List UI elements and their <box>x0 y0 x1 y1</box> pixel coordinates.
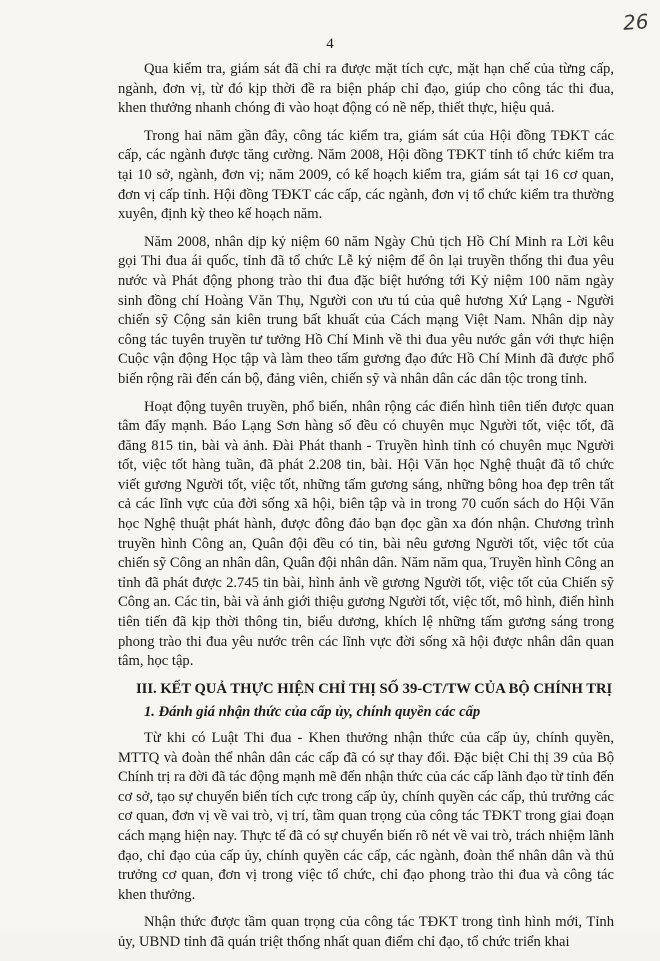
document-body <box>118 60 614 961</box>
paragraph: Từ khi có Luật Thi đua - Khen thưởng nhận thức của cấp ủy, chính quyền, MTTQ và đoàn thể nhân dân các cấp đã có sự thay đổi. Đặc biệt Chỉ thị 39 của Bộ Chính trị ra đời đã tác động mạnh mẽ đến nhận thức của các cấp lãnh đạo từ tỉnh đến cơ sở, tạo sự chuyển biến tích cực trong cấp ủy, chính quyền các cấp, thủ trưởng các cơ quan, đơn vị về vai trò, vị trí, tầm quan trọng của công tác TĐKT trong giai đoạn cách mạng hiện nay. Thực tế đã có sự chuyển biến rõ nét về vai trò, trách nhiệm lãnh đạo, chỉ đạo của cấp ủy, chính quyền các cấp, các ngành, đoàn thể nhân dân và thủ trưởng cơ quan, đơn vị trong việc tổ chức, chỉ đạo phong trào thi đua và công tác khen thưởng. <box>118 730 614 903</box>
paragraph: Hoạt động tuyên truyền, phổ biến, nhân rộng các điển hình tiên tiến được quan tâm đẩy mạnh. Báo Lạng Sơn hàng số đều có chuyên mục Người tốt, việc tốt, đã đăng 815 tin, bài và ảnh. Đài Phát thanh - Truyền hình tỉnh có chuyên mục Người tốt, việc tốt hàng tuần, đã phát 2.208 tin, bài. Hội Văn học Nghệ thuật đã tổ chức viết gương Người tốt, việc tốt, những tấm gương sáng, những bông hoa đẹp trên tất cả các lĩnh vực của đời sống xã hội, biên tập và in trong 70 cuốn sách do Hội Văn học Nghệ thuật phát hành, được đông đảo bạn đọc gần xa đón nhận. Chương trình truyền hình Công an, Quân đội đều có tin, bài nêu gương Người tốt, việc tốt của chiến sỹ Công an nhân dân, Quân đội nhân dân. Năm năm qua, Truyền hình Công an tỉnh đã phát được 2.745 tin bài, hình ảnh về gương Người tốt, việc tốt của Chiến sỹ Công an. Các tin, bài và ảnh giới thiệu gương Người tốt, việc tốt, mô hình, điển hình tiên tiến đã kịp thời thông tin, biểu dương, khích lệ những tấm gương sáng trong phong trào thi đua yêu nước trên các lĩnh vực đời sống xã hội được nhân dân quan tâm, học tập. <box>118 398 614 670</box>
paragraph: Trong hai năm gần đây, công tác kiểm tra, giám sát của Hội đồng TĐKT các cấp, các ngành được tăng cường. Năm 2008, Hội đồng TĐKT tỉnh tổ chức kiểm tra tại 10 sở, ngành, đơn vị; năm 2009, có kế hoạch kiểm tra, giám sát tại 16 cơ quan, đơn vị cấp tỉnh. Hội đồng TĐKT các cấp, các ngành, đơn vị tổ chức kiểm tra thường xuyên, định kỳ theo kế hoạch năm. <box>118 127 614 223</box>
subsection-heading: 1. Đánh giá nhận thức của cấp ủy, chính quyền các cấp <box>144 704 481 721</box>
handwritten-page-mark: 26 <box>621 9 649 35</box>
page-number: 4 <box>326 36 334 52</box>
paragraph: Qua kiểm tra, giám sát đã chỉ ra được mặt tích cực, mặt hạn chế của từng cấp, ngành, đơn vị, từ đó kịp thời đề ra biện pháp chỉ đạo, giúp cho công tác thi đua, khen thưởng nhanh chóng đi vào hoạt động có nề nếp, thiết thực, hiệu quả. <box>118 61 614 117</box>
section-heading: III. KẾT QUẢ THỰC HIỆN CHỈ THỊ SỐ 39-CT/TW CỦA BỘ CHÍNH TRỊ <box>136 680 613 697</box>
paragraph: Năm 2008, nhân dịp kỷ niệm 60 năm Ngày Chủ tịch Hồ Chí Minh ra Lời kêu gọi Thi đua ái quốc, tỉnh đã tổ chức Lễ kỷ niệm để ôn lại truyền thống thi đua yêu nước và Phát động phong trào thi đua đặc biệt hướng tới Kỷ niệm 100 năm ngày sinh đồng chí Hoàng Văn Thụ, Người con ưu tú của quê hương Xứ Lạng - Người chiến sỹ Cộng sản kiên trung bất khuất của Cách mạng Việt Nam. Nhân dịp này công tác tuyên truyền tư tưởng Hồ Chí Minh về thi đua yêu nước gắn với thực hiện Cuộc vận động Học tập và làm theo tấm gương đạo đức Hồ Chí Minh đã được phổ biến rộng rãi đến cán bộ, đảng viên, chiến sỹ và nhân dân các dân tộc trong tỉnh. <box>118 233 614 387</box>
paragraph: Nhận thức được tầm quan trọng của công tác TĐKT trong tình hình mới, Tỉnh ủy, UBND tỉnh đã quán triệt thống nhất quan điểm chỉ đạo, tổ chức triển khai <box>118 914 614 950</box>
